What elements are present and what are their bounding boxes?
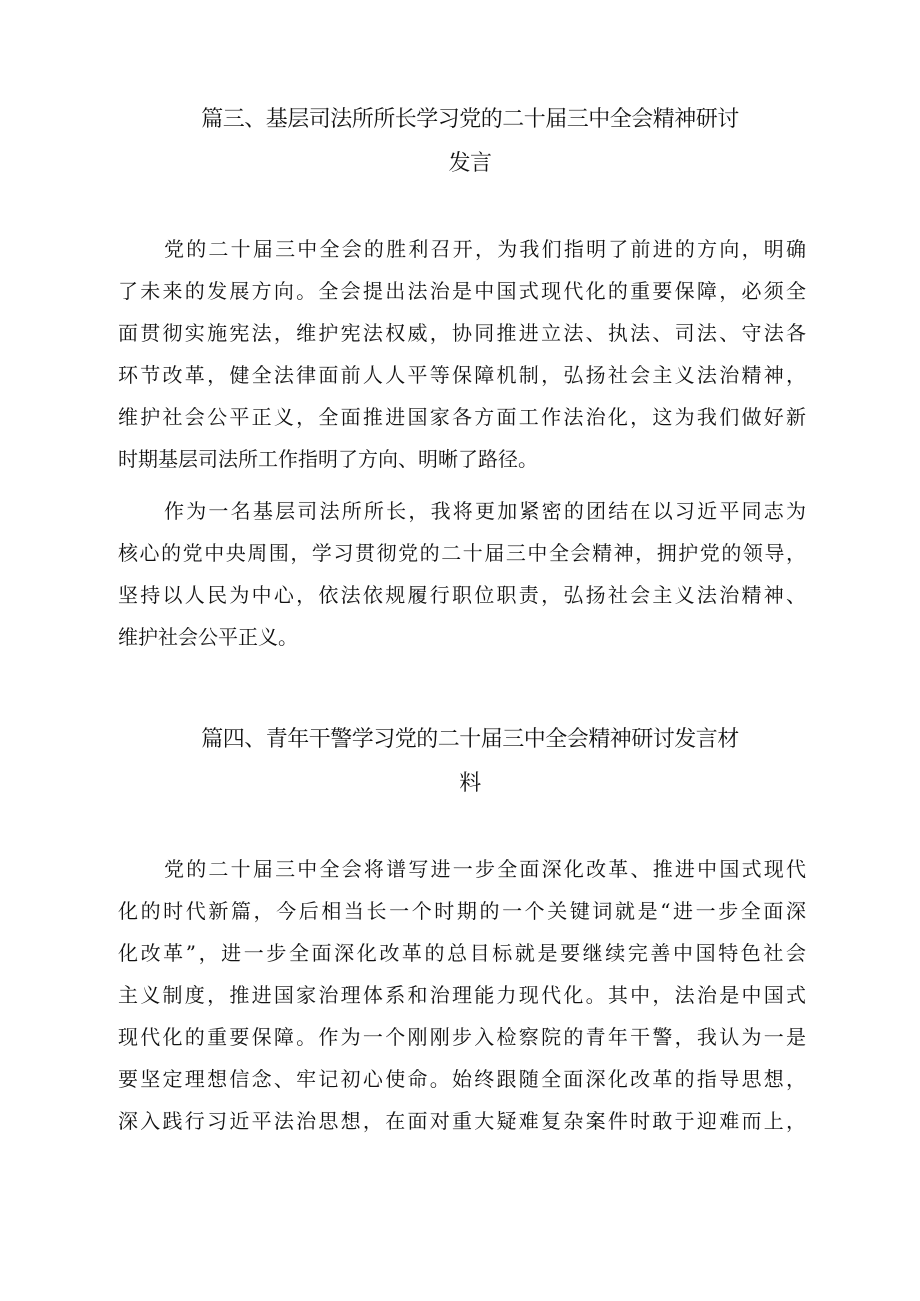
paragraph-line: 主义制度，推进国家治理体系和治理能力现代化。其中，法治是中国式 <box>118 983 806 1007</box>
section-4-title-line-1: 篇四、青年干警学习党的二十届三中全会精神研讨发言材 <box>201 727 739 752</box>
section-3-paragraph-1 <box>118 228 806 480</box>
paragraph-line: 面贯彻实施宪法，维护宪法权威，协同推进立法、执法、司法、守法各 <box>118 321 806 345</box>
paragraph-line: 维护社会公平正义，全面推进国家各方面工作法治化，这为我们做好新 <box>118 405 806 429</box>
section-4-title <box>150 718 790 806</box>
paragraph-line: 化改革”，进一步全面深化改革的总目标就是要继续完善中国特色社会 <box>118 941 806 965</box>
section-3-title-line-2: 发言 <box>448 151 492 176</box>
paragraph-line: 深入践行习近平法治思想，在面对重大疑难复杂案件时敢于迎难而上， <box>118 1109 806 1133</box>
section-3-title <box>150 98 790 186</box>
paragraph-line: 核心的党中央周围，学习贯彻党的二十届三中全会精神，拥护党的领导， <box>118 541 806 565</box>
paragraph-line: 要坚定理想信念、牢记初心使命。始终跟随全面深化改革的指导思想， <box>118 1067 806 1091</box>
paragraph-line: 维护社会公平正义。 <box>118 625 298 649</box>
section-4-paragraph-1 <box>118 848 806 1142</box>
paragraph-line: 党的二十届三中全会将谱写进一步全面深化改革、推进中国式现代 <box>164 857 806 881</box>
section-3-paragraph-2 <box>118 490 806 658</box>
paragraph-line: 了未来的发展方向。全会提出法治是中国式现代化的重要保障，必须全 <box>118 279 806 303</box>
paragraph-line: 化的时代新篇，今后相当长一个时期的一个关键词就是“进一步全面深 <box>118 899 806 923</box>
paragraph-line: 时期基层司法所工作指明了方向、明晰了路径。 <box>118 447 538 471</box>
section-4-title-line-2: 料 <box>459 771 481 796</box>
paragraph-line: 坚持以人民为中心，依法依规履行职位职责，弘扬社会主义法治精神、 <box>118 583 806 607</box>
section-3-title-line-1: 篇三、基层司法所所长学习党的二十届三中全会精神研讨 <box>201 107 739 132</box>
paragraph-line: 环节改革，健全法律面前人人平等保障机制，弘扬社会主义法治精神， <box>118 363 806 387</box>
paragraph-line: 作为一名基层司法所所长，我将更加紧密的团结在以习近平同志为 <box>164 499 806 523</box>
paragraph-line: 现代化的重要保障。作为一个刚刚步入检察院的青年干警，我认为一是 <box>118 1025 806 1049</box>
paragraph-line: 党的二十届三中全会的胜利召开，为我们指明了前进的方向，明确 <box>164 237 806 261</box>
